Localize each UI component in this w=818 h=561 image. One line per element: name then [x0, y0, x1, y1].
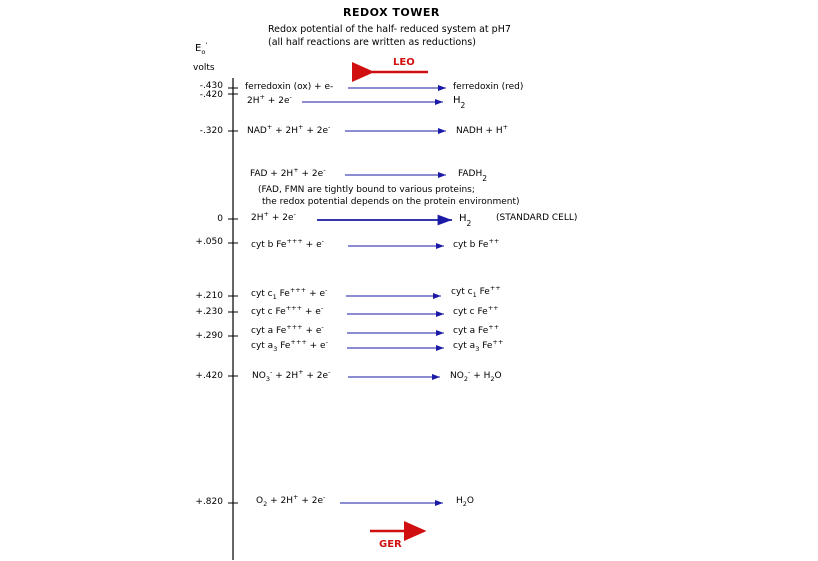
- hydrogen-product: $H_2$: [453, 95, 466, 110]
- cyt-c1-oxidized: cyt $c_1$ Fe+++ + e-: [251, 286, 328, 301]
- ferredoxin-oxidized: ferredoxin (ox) + e-: [245, 82, 334, 92]
- value-plus-420: +.420: [195, 371, 223, 381]
- value-plus-050: +.050: [195, 237, 223, 247]
- subtitle-line-1: Redox potential of the half- reduced system at pH7: [268, 24, 511, 35]
- fad-note-line-1: (FAD, FMN are tightly bound to various proteins;: [258, 185, 475, 195]
- subtitle-line-2: (all half reactions are written as reductions): [268, 37, 476, 48]
- fadh2-product: $FADH_2$: [458, 169, 487, 183]
- page-title: REDOX TOWER: [343, 6, 440, 19]
- value-plus-210: +.210: [195, 291, 223, 301]
- cyt-c-oxidized: cyt c Fe+++ + e-: [251, 304, 324, 317]
- value-plus-230: +.230: [195, 307, 223, 317]
- fad-half-reaction-left: FAD + 2H+ + 2e-: [250, 166, 326, 179]
- water-product: $H_2O$: [456, 496, 475, 508]
- standard-half-reaction-left: 2H+ + 2e-: [251, 210, 296, 223]
- cyt-b-reduced: cyt b Fe++: [453, 237, 500, 250]
- value-minus-420: -.420: [199, 90, 223, 100]
- cyt-a3-reduced: cyt $a_3$ Fe++: [453, 338, 504, 353]
- ferredoxin-reduced: ferredoxin (red): [453, 82, 524, 92]
- cyt-c1-reduced: cyt $c_1$ Fe++: [451, 284, 501, 299]
- standard-cell-label: (STANDARD CELL): [496, 213, 578, 223]
- axis-unit: volts: [193, 63, 215, 73]
- hydrogen-half-reaction-left: 2H+ + 2e-: [247, 93, 292, 106]
- axis-symbol: $E_o'$: [195, 41, 208, 56]
- oxygen-half-reaction-left: $O_2 + 2H^+ + 2e^-$: [256, 493, 326, 508]
- value-plus-820: +.820: [195, 497, 223, 507]
- cyt-c-reduced: cyt c Fe++: [453, 304, 499, 317]
- value-plus-290: +.290: [195, 331, 223, 341]
- leo-label: LEO: [393, 57, 415, 68]
- ger-label: GER: [379, 539, 402, 550]
- value-minus-320: -.320: [199, 126, 223, 136]
- standard-product: $H_2$: [459, 213, 472, 228]
- nadh-product: NADH + H+: [456, 123, 509, 136]
- nitrate-half-reaction-left: $NO_3^- + 2H^+ + 2e^-$: [252, 368, 331, 383]
- value-zero: 0: [217, 214, 223, 224]
- nad-half-reaction-left: NAD+ + 2H+ + 2e-: [247, 123, 331, 136]
- cyt-a3-oxidized: cyt $a_3$ Fe+++ + e-: [251, 338, 328, 353]
- value-minus-430: -.430: [199, 81, 223, 91]
- nitrite-product: $NO_2^- + H_2O$: [450, 368, 502, 383]
- cyt-b-oxidized: cyt b Fe+++ + e-: [251, 237, 324, 250]
- cyt-a-oxidized: cyt a Fe+++ + e-: [251, 323, 324, 336]
- cyt-a-reduced: cyt a Fe++: [453, 323, 500, 336]
- fad-note-line-2: the redox potential depends on the protein environment): [262, 197, 520, 207]
